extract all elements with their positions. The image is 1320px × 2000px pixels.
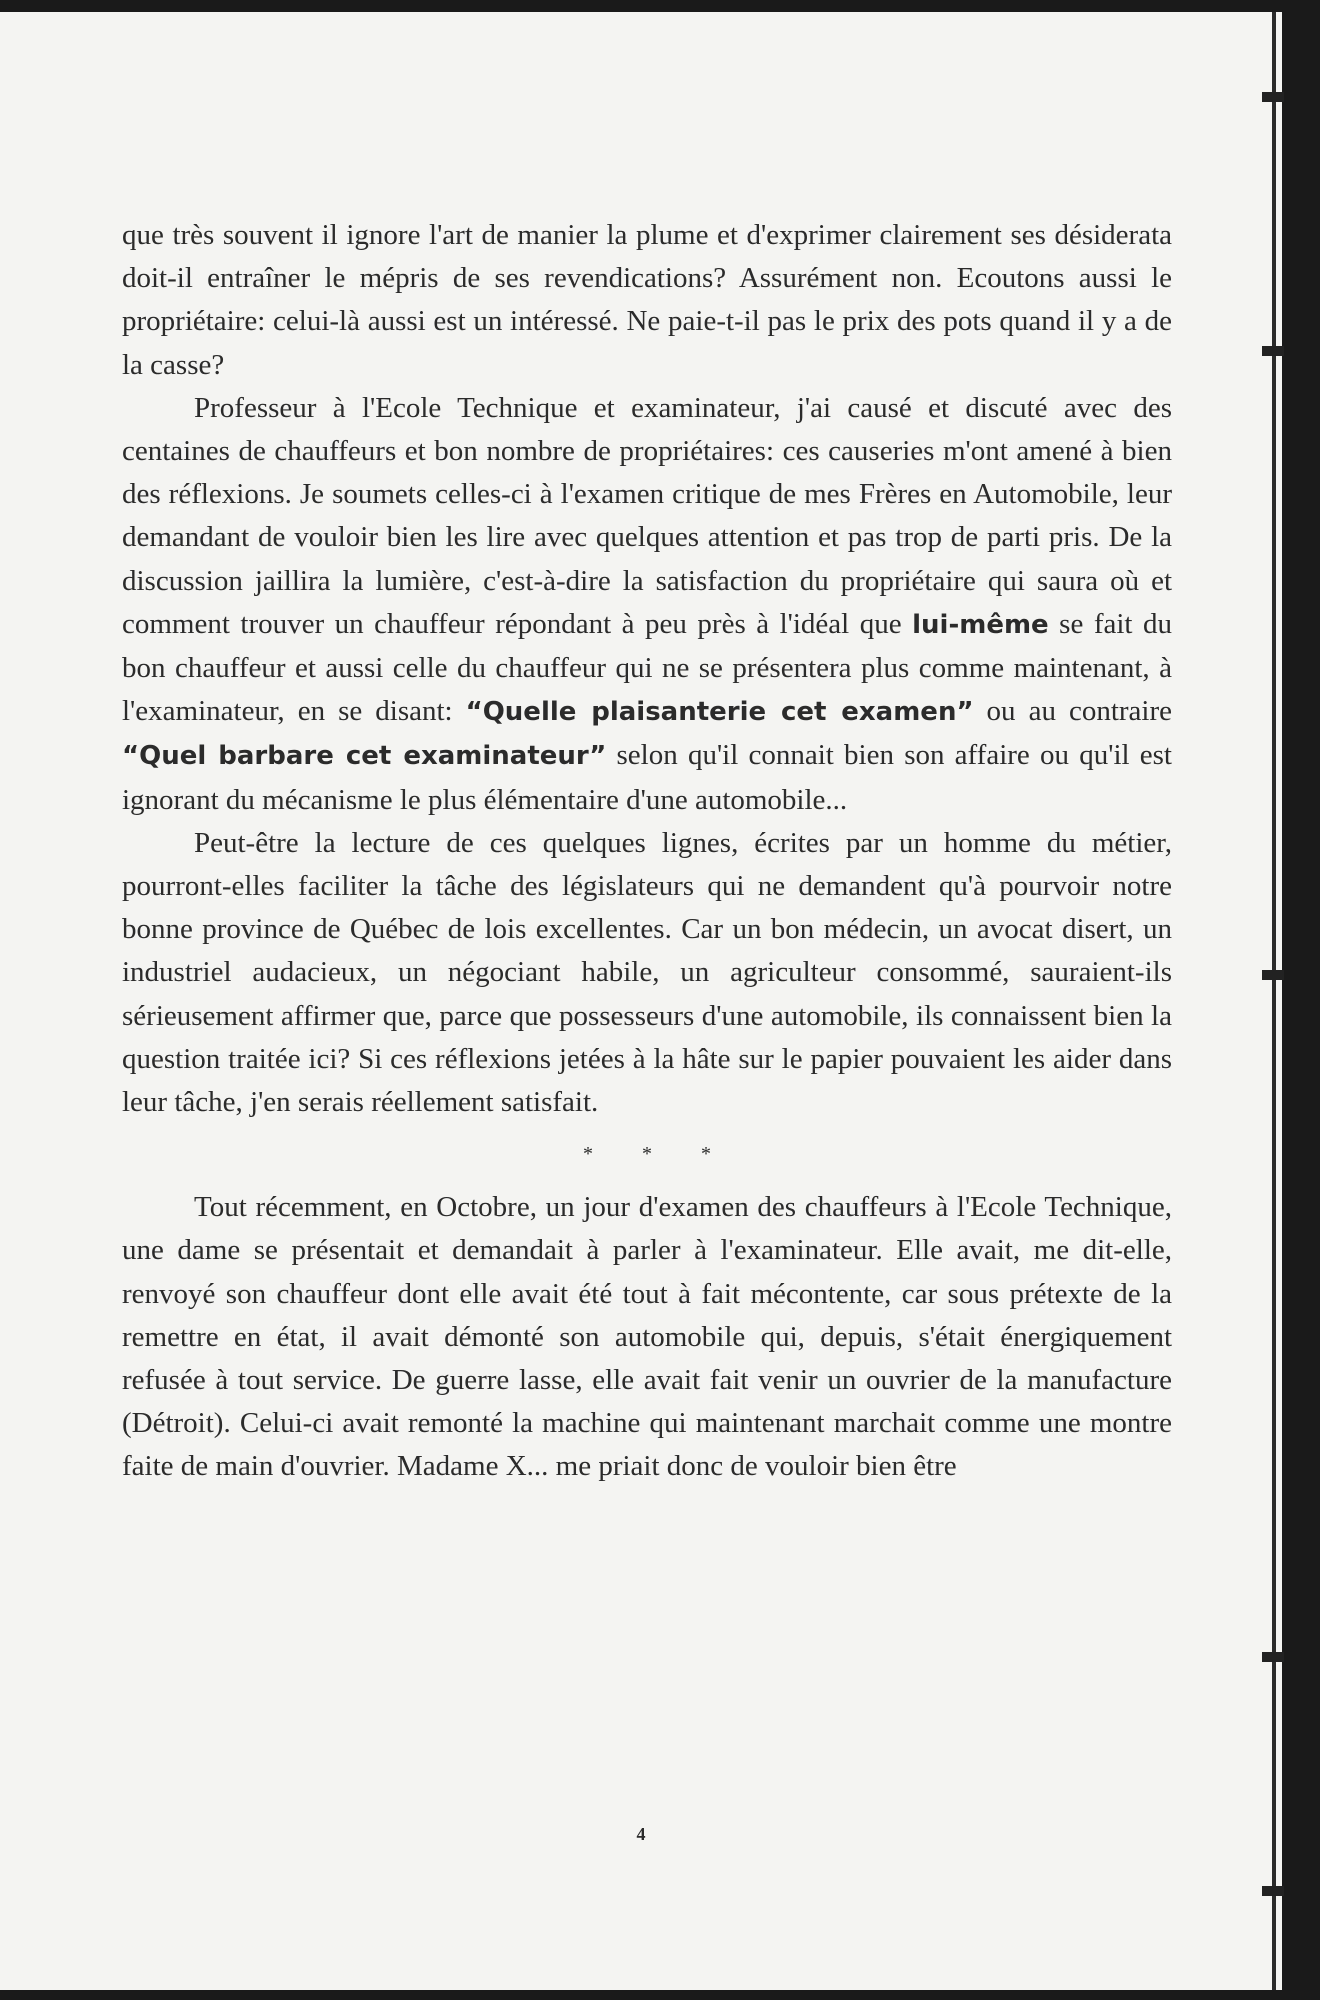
paragraph-4: Tout récemment, en Octobre, un jour d'examen des chauffeurs à l'Ecole Technique, une dame se présentait et demandait à parler à l'examinateur. Elle avait, me dit-elle, renvoyé son chauffeur dont elle avait été tout à fait mécontente, car sous prétexte de la remettre en état, il avait démonté son automobile qui, depuis, s'était énergiquement refusée à tout service. De guerre lasse, elle avait fait venir un ouvrier de la manufacture (Détroit). Celui-ci avait remonté la machine qui maintenant marchait comme une montre faite de main d'ouvrier. Madame X... me priait donc de vouloir bien être (122, 1191, 1172, 1483)
section-separator: * * * (583, 1143, 733, 1166)
edge-mark (1262, 92, 1284, 102)
paragraph-1: que très souvent il ignore l'art de manier la plume et d'exprimer clairement ses désiderata doit-il entraîner le mépris de ses revendications? Assurément non. Ecoutons aussi le propriétaire: celui-là aussi est un intéressé. Ne paie-t-il pas le prix des pots quand il y a de la casse? (122, 219, 1172, 381)
paragraph-2: Professeur à l'Ecole Technique et examinateur, j'ai causé et discuté avec des centaines de chauffeurs et bon nombre de propriétaires: ces causeries m'ont amené à bien des réflexions. Je soumets celles-ci à l'examen critique de mes Frères en Automobile, leur demandant de vouloir bien les lire avec quelques attention et pas trop de parti pris. De la discussion jaillira la lumière, c'est-à-dire la satisfaction du propriétaire qui saura où et comment trouver un chauffeur répondant à peu près à l'idéal que lui-même se fait du bon chauffeur et aussi celle du chauffeur qui ne se présentera plus comme maintenant, à l'examinateur, en se disant: “Quelle plaisanterie cet examen” ou au contraire “Quel barbare cet examinateur” selon qu'il connait bien son affaire ou qu'il est ignorant du mécanisme le plus élémentaire d'une automobile... (122, 391, 1173, 816)
paragraph-3: Peut-être la lecture de ces quelques lignes, écrites par un homme du métier, pourront-elles faciliter la tâche des législateurs qui ne demandent qu'à pourvoir notre bonne province de Québec de lois excellentes. Car un bon médecin, un avocat disert, un industriel audacieux, un négociant habile, un agriculteur consommé, sauraient-ils sérieusement affirmer que, parce que possesseurs d'une automobile, ils connaissent bien la question traitée ici? Si ces réflexions jetées à la hâte sur le papier pouvaient les aider dans leur tâche, j'en serais réellement satisfait. (122, 826, 1172, 1119)
body-text (122, 214, 1172, 1489)
edge-mark (1262, 970, 1284, 980)
quote-plaisanterie: “Quelle plaisanterie cet examen” (465, 697, 974, 728)
page-number: 4 (636, 1824, 646, 1844)
scan-edge (1272, 12, 1276, 1990)
edge-mark (1262, 1886, 1284, 1896)
edge-mark (1262, 346, 1284, 356)
emphasis-lui-meme: lui-même (912, 609, 1049, 640)
quote-barbare: “Quel barbare cet examinateur” (122, 741, 607, 772)
edge-mark (1262, 1652, 1284, 1662)
